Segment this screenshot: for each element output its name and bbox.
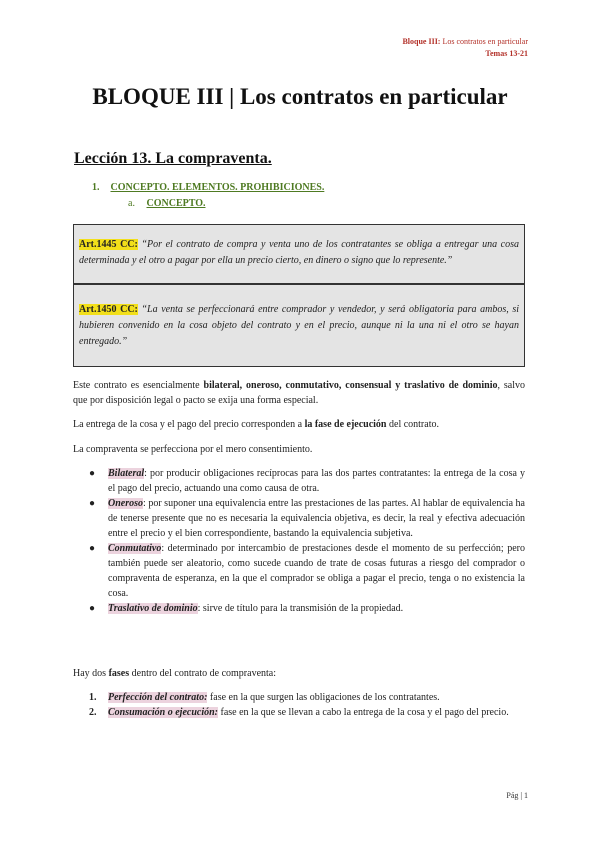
header-block-label: Bloque III:	[402, 37, 441, 46]
list-item	[73, 690, 525, 705]
list-item	[73, 705, 525, 720]
term-description: : por suponer una equivalencia entre las prestaciones de las partes. Al hablar de equivalencia ha de tenerse presente que no es necesaria la equivalencia objetiva, es decir, la real y efectiva adecuación entre el precio y el bien correspondiente, bastando la equivalencia subjetiva.	[108, 498, 525, 539]
section-text: CONCEPTO. ELEMENTOS. PROHIBICIONES.	[110, 182, 325, 193]
term-description: fase en la que surgen las obligaciones de los contratantes.	[207, 692, 440, 703]
term-highlight: Consumación o ejecución:	[108, 707, 219, 718]
text-bold: bilateral, oneroso, conmutativo, consensual y traslativo de dominio	[203, 380, 498, 391]
text-run: dentro del contrato de compraventa:	[129, 668, 277, 679]
header-block-title: Los contratos en particular	[442, 37, 528, 46]
text-run: Este contrato es esencialmente	[73, 380, 204, 391]
bullet-icon: ●	[89, 468, 96, 479]
subsection-number: a.	[128, 198, 135, 209]
page-header	[402, 36, 528, 60]
list-item	[73, 466, 525, 496]
text-bold: fases	[108, 668, 130, 679]
paragraph-execution	[73, 417, 525, 432]
article-ref: Art.1450 CC:	[79, 304, 138, 315]
page-number: Pág | 1	[506, 791, 528, 800]
term-highlight: Conmutativo	[108, 543, 162, 554]
list-item	[73, 496, 525, 541]
subsection-text: CONCEPTO.	[146, 198, 206, 209]
section-heading	[92, 182, 324, 193]
section-number: 1.	[92, 182, 100, 193]
phases-list	[73, 690, 525, 720]
term-description: : sirve de título para la transmisión de la propiedad.	[197, 603, 404, 614]
term-highlight: Oneroso	[108, 498, 144, 509]
term-description: : determinado por intercambio de prestaciones desde el momento de su perfección; pero también puede ser aleatorio, como sucede cuando de trate de cosas futuras a riesgo del comprador o compraventa de esperanza, en la que el comprador se obliga a pagar el precio, tenga o no existencia la cosa.	[108, 543, 525, 599]
term-highlight: Perfección del contrato:	[108, 692, 208, 703]
term-highlight: Bilateral	[108, 468, 145, 479]
article-ref: Art.1445 CC:	[79, 239, 138, 250]
list-item	[73, 601, 525, 616]
page-title: BLOQUE III | Los contratos en particular	[92, 84, 508, 109]
term-description: fase en la que se llevan a cabo la entrega de la cosa y el pago del precio.	[218, 707, 509, 718]
article-quote: “La venta se perfeccionará entre comprador y vendedor, y será obligatoria para ambos, si hubieren convenido en la cosa objeto del contrato y en el precio, aunque ni la una ni el otro se hayan entregado.”	[79, 304, 520, 347]
text-run: , salvo que por disposición legal o pacto se exija una forma especial.	[73, 380, 526, 406]
characteristics-list	[73, 466, 525, 616]
article-quote: “Por el contrato de compra y venta uno de los contratantes se obliga a entregar una cosa determinada y el otro a pagar por ella un precio cierto, en dinero o signo que lo represente.”	[79, 239, 520, 266]
article-text	[79, 237, 519, 269]
item-number: 2.	[89, 707, 97, 718]
bullet-icon: ●	[89, 543, 96, 554]
text-run: La compraventa se perfecciona por el mero consentimiento.	[73, 444, 313, 455]
subsection-heading	[128, 198, 206, 209]
list-item	[73, 541, 525, 601]
text-run: del contrato.	[386, 419, 439, 430]
term-highlight: Traslativo de dominio	[108, 603, 198, 614]
lesson-heading: Lección 13. La compraventa.	[74, 150, 272, 167]
paragraph-phases-intro	[73, 666, 525, 681]
text-bold: la fase de ejecución	[304, 419, 387, 430]
header-topics: Temas 13-21	[485, 49, 528, 58]
article-text	[79, 302, 519, 350]
article-box-1445	[73, 224, 525, 284]
bullet-icon: ●	[89, 498, 96, 509]
paragraph-consent	[73, 442, 525, 457]
bullet-icon: ●	[89, 603, 96, 614]
term-description: : por producir obligaciones recíprocas para las dos partes contratantes: la entrega de la cosa y el pago del precio, actuando una como causa de otra.	[108, 468, 525, 494]
text-run: Hay dos	[73, 668, 109, 679]
text-run: La entrega de la cosa y el pago del precio corresponden a	[73, 419, 305, 430]
paragraph-characteristics	[73, 378, 525, 408]
article-box-1450	[73, 284, 525, 367]
item-number: 1.	[89, 692, 97, 703]
